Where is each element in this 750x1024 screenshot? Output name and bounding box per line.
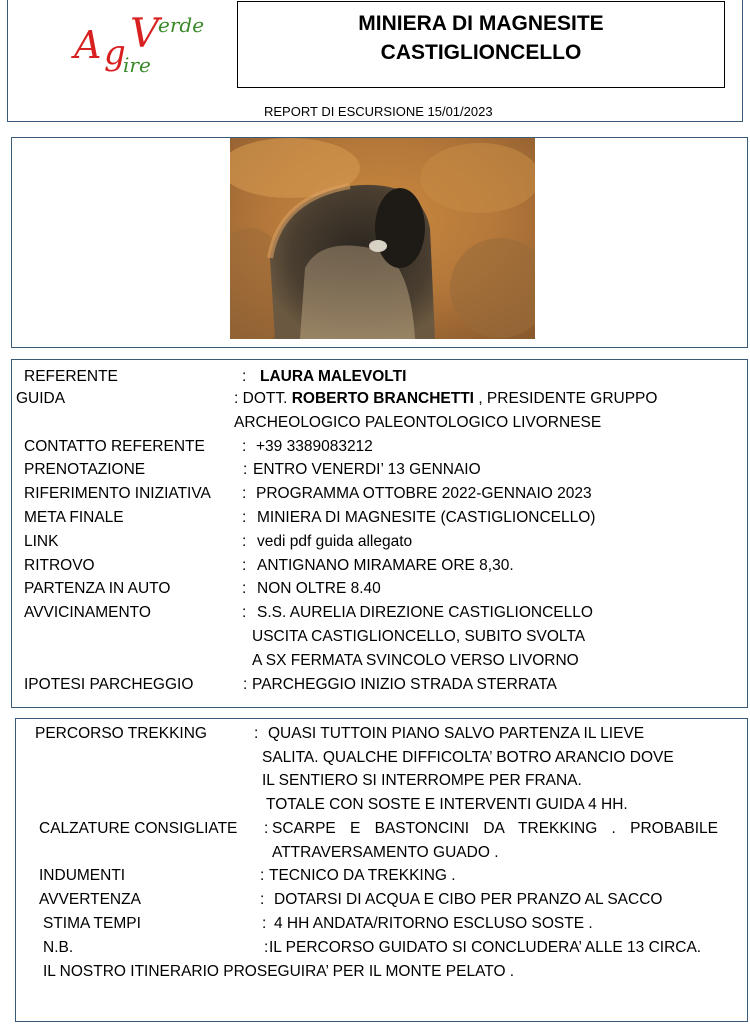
logo-letter-v: V xyxy=(130,11,159,57)
stima-sep: : xyxy=(262,915,267,932)
calzature-line1: SCARPE E BASTONCINI DA TREKKING . PROBABILE xyxy=(272,820,718,837)
link-sep: : xyxy=(242,533,247,550)
nb-sep: : xyxy=(264,939,269,956)
tunnel-image xyxy=(230,138,535,339)
info-box xyxy=(11,359,748,708)
link-value[interactable]: vedi pdf guida allegato xyxy=(257,533,413,550)
avvertenza-value: DOTARSI DI ACQUA E CIBO PER PRANZO AL SACCO xyxy=(274,891,663,908)
photo-box xyxy=(11,137,748,348)
link-label: LINK xyxy=(24,533,59,550)
logo-letter-g: g xyxy=(104,33,126,73)
title-line-1: MINIERA DI MAGNESITE xyxy=(358,12,604,35)
referente-label: REFERENTE xyxy=(24,368,118,385)
header-box xyxy=(7,0,743,122)
guida-value xyxy=(234,389,657,409)
prenotazione-value: ENTRO VENERDI’ 13 GENNAIO xyxy=(253,461,481,478)
partenza-label: PARTENZA IN AUTO xyxy=(24,580,171,597)
stima-label: STIMA TEMPI xyxy=(43,915,141,932)
parcheggio-sep: : xyxy=(243,676,248,693)
parcheggio-label: IPOTESI PARCHEGGIO xyxy=(24,676,194,693)
partenza-sep: : xyxy=(242,580,247,597)
logo-verde: erde xyxy=(158,13,205,37)
calzature-line2: ATTRAVERSAMENTO GUADO . xyxy=(272,844,499,861)
guida-prefix: DOTT. xyxy=(242,390,288,407)
indumenti-label: INDUMENTI xyxy=(39,867,126,884)
ritrovo-label: RITROVO xyxy=(24,557,95,574)
guida-sep: : xyxy=(234,390,239,407)
ritrovo-sep: : xyxy=(242,557,247,574)
guida-name: ROBERTO BRANCHETTI xyxy=(291,390,474,407)
referente-sep: : xyxy=(242,368,247,385)
ritrovo-value: ANTIGNANO MIRAMARE ORE 8,30. xyxy=(257,557,514,574)
percorso-line4: TOTALE CON SOSTE E INTERVENTI GUIDA 4 HH. xyxy=(266,796,628,813)
prenotazione-sep: : xyxy=(243,461,248,478)
avvicinamento-line3: A SX FERMATA SVINCOLO VERSO LIVORNO xyxy=(252,652,579,669)
guida-label: GUIDA xyxy=(16,390,66,407)
partenza-value: NON OLTRE 8.40 xyxy=(257,580,381,597)
percorso-label: PERCORSO TREKKING xyxy=(35,725,207,742)
nb-label: N.B. xyxy=(43,939,74,956)
mine-tunnel-photo xyxy=(230,138,535,339)
avvicinamento-sep: : xyxy=(242,604,247,621)
calzature-label: CALZATURE CONSIGLIATE xyxy=(39,820,238,837)
calzature-sep: : xyxy=(264,820,269,837)
meta-sep: : xyxy=(242,509,247,526)
contatto-value: +39 3389083212 xyxy=(256,438,373,455)
guida-line2: ARCHEOLOGICO PALEONTOLOGICO LIVORNESE xyxy=(234,414,602,431)
indumenti-sep: : xyxy=(260,867,265,884)
riferimento-sep: : xyxy=(242,485,247,502)
title-box xyxy=(237,1,725,88)
guida-rest: , PRESIDENTE GRUPPO xyxy=(478,390,658,407)
report-date: REPORT DI ESCURSIONE 15/01/2023 xyxy=(264,104,493,119)
avvicinamento-line1: S.S. AURELIA DIREZIONE CASTIGLIONCELLO xyxy=(257,604,593,621)
contatto-label: CONTATTO REFERENTE xyxy=(24,438,205,455)
avvertenza-sep: : xyxy=(260,891,265,908)
prenotazione-label: PRENOTAZIONE xyxy=(24,461,146,478)
agv-logo xyxy=(68,13,218,83)
riferimento-value: PROGRAMMA OTTOBRE 2022-GENNAIO 2023 xyxy=(256,485,592,502)
percorso-line2: SALITA. QUALCHE DIFFICOLTA’ BOTRO ARANCIO DOVE xyxy=(262,749,674,766)
stima-value: 4 HH ANDATA/RITORNO ESCLUSO SOSTE . xyxy=(274,915,593,932)
logo-letter-a: A xyxy=(74,23,102,67)
meta-value: MINIERA DI MAGNESITE (CASTIGLIONCELLO) xyxy=(257,509,596,526)
avvertenza-label: AVVERTENZA xyxy=(39,891,141,908)
contatto-sep: : xyxy=(242,438,247,455)
nb-value: IL PERCORSO GUIDATO SI CONCLUDERA’ ALLE 13 CIRCA. xyxy=(269,939,702,956)
trek-box xyxy=(15,718,748,1022)
avvicinamento-label: AVVICINAMENTO xyxy=(24,604,151,621)
indumenti-value: TECNICO DA TREKKING . xyxy=(269,867,456,884)
avvicinamento-line2: USCITA CASTIGLIONCELLO, SUBITO SVOLTA xyxy=(252,628,586,645)
percorso-line1: QUASI TUTTOIN PIANO SALVO PARTENZA IL LIEVE xyxy=(268,725,645,742)
parcheggio-value: PARCHEGGIO INIZIO STRADA STERRATA xyxy=(252,676,557,693)
percorso-line3: IL SENTIERO SI INTERROMPE PER FRANA. xyxy=(262,772,582,789)
logo-ire: ire xyxy=(123,53,151,77)
nb-line2: IL NOSTRO ITINERARIO PROSEGUIRA’ PER IL MONTE PELATO . xyxy=(43,963,515,980)
referente-value: LAURA MALEVOLTI xyxy=(260,368,407,385)
meta-label: META FINALE xyxy=(24,509,124,526)
riferimento-label: RIFERIMENTO INIZIATIVA xyxy=(24,485,211,502)
percorso-sep: : xyxy=(254,725,259,742)
title-line-2: CASTIGLIONCELLO xyxy=(380,41,582,64)
